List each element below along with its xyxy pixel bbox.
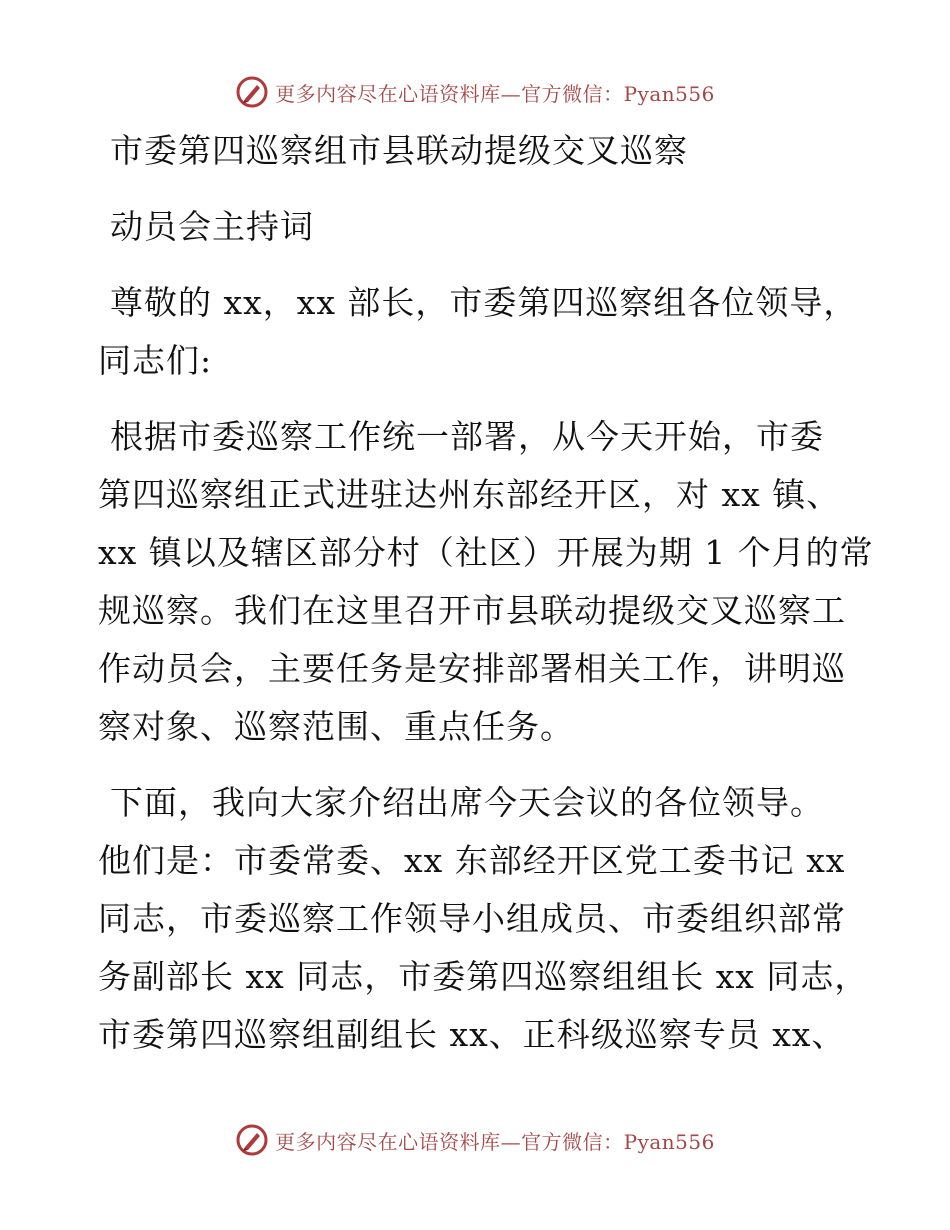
paragraph-line: 下面，我向大家介绍出席今天会议的各位领导。 bbox=[110, 783, 824, 822]
paragraph-intro bbox=[98, 408, 874, 756]
paragraph-line: 规巡察。我们在这里召开市县联动提级交叉巡察工 bbox=[98, 591, 846, 630]
paragraph-line: 同志，市委巡察工作领导小组成员、市委组织部常 bbox=[98, 899, 846, 938]
pen-logo-icon bbox=[235, 75, 269, 109]
document-body bbox=[98, 122, 874, 1064]
paragraph-greeting bbox=[98, 274, 858, 390]
paragraph-line: 尊敬的 xx，xx 部长，市委第四巡察组各位领导， bbox=[110, 283, 858, 322]
paragraph-line: 他们是：市委常委、xx 东部经开区党工委书记 xx bbox=[98, 841, 846, 880]
paragraph-line: xx 镇以及辖区部分村（社区）开展为期 1 个月的常 bbox=[98, 533, 874, 572]
watermark-text: 更多内容尽在心语资料库—官方微信：Pyan556 bbox=[275, 1129, 715, 1154]
pen-logo-icon bbox=[235, 1123, 269, 1157]
paragraph-line: 第四巡察组正式进驻达州东部经开区，对 xx 镇、 bbox=[98, 475, 841, 514]
paragraph-line: 市委第四巡察组副组长 xx、正科级巡察专员 xx、 bbox=[98, 1015, 846, 1054]
paragraph-line: 同志们: bbox=[98, 341, 213, 380]
paragraph-line: 作动员会，主要任务是安排部署相关工作，讲明巡 bbox=[98, 649, 846, 688]
watermark-text: 更多内容尽在心语资料库—官方微信：Pyan556 bbox=[275, 81, 715, 106]
document-title-line-2: 动员会主持词 bbox=[110, 207, 314, 246]
paragraph-line: 根据市委巡察工作统一部署，从今天开始，市委 bbox=[110, 417, 824, 456]
paragraph-introductions bbox=[98, 774, 869, 1064]
paragraph-line: 察对象、巡察范围、重点任务。 bbox=[98, 707, 574, 746]
footer-watermark bbox=[0, 1118, 950, 1162]
document-title-line-1: 市委第四巡察组市县联动提级交叉巡察 bbox=[110, 131, 688, 170]
header-watermark bbox=[0, 70, 950, 114]
paragraph-line: 务副部长 xx 同志，市委第四巡察组组长 xx 同志， bbox=[98, 957, 869, 996]
